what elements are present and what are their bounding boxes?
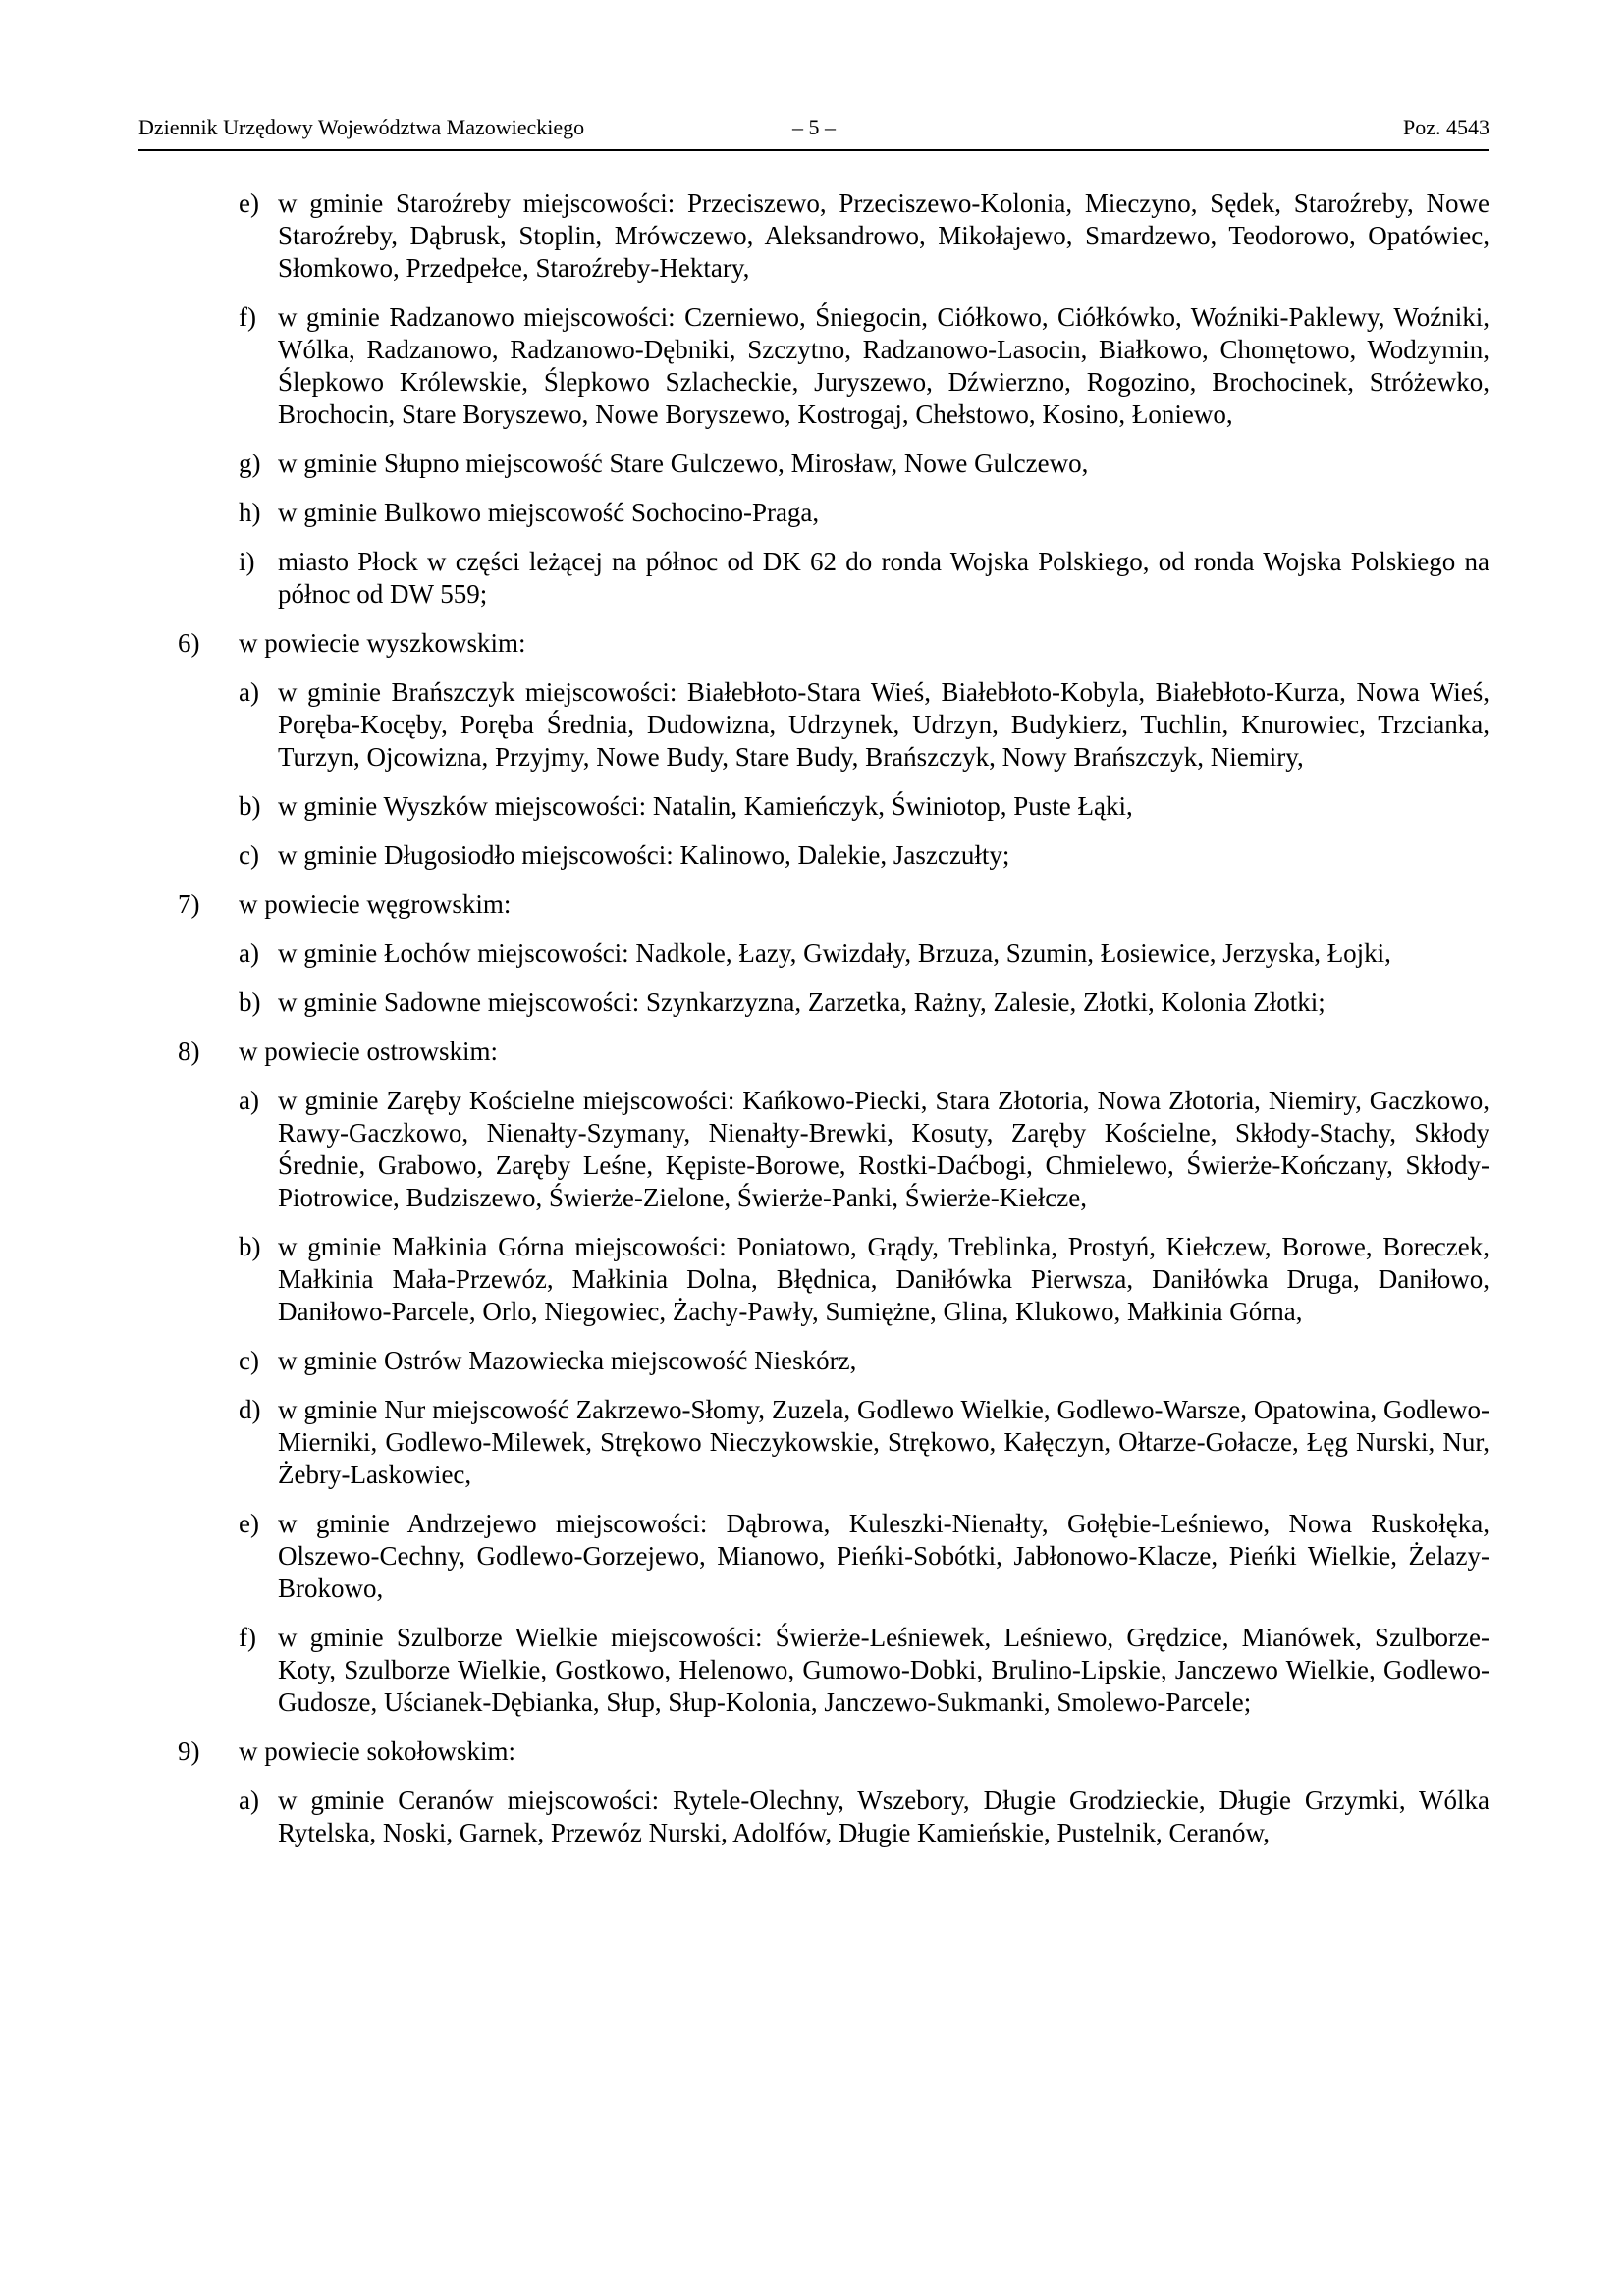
item-label: d): [239, 1395, 261, 1424]
item-text: w gminie Długosiodło miejscowości: Kalinowo, Dalekie, Jaszczułty;: [278, 840, 1010, 870]
item-label: g): [239, 449, 261, 478]
item-label: b): [239, 988, 261, 1017]
journal-title: Dziennik Urzędowy Województwa Mazowieckiego: [138, 115, 585, 139]
item-text: w gminie Słupno miejscowość Stare Gulczewo, Mirosław, Nowe Gulczewo,: [278, 449, 1089, 478]
sub-item: [138, 1785, 1489, 1849]
item-text: w gminie Łochów miejscowości: Nadkole, Łazy, Gwizdały, Brzuza, Szumin, Łosiewice, Jerzyska, Łojki,: [278, 938, 1391, 968]
item-text: w powiecie sokołowskim:: [239, 1736, 515, 1766]
sub-item: [138, 676, 1489, 774]
sub-item: [138, 497, 1489, 529]
item-text: miasto Płock w części leżącej na północ od DK 62 do ronda Wojska Polskiego, od ronda Wojska Polskiego na północ od DW 559;: [278, 547, 1489, 609]
item-label: e): [239, 188, 259, 218]
sub-item: [138, 839, 1489, 872]
sub-item: [138, 187, 1489, 285]
page-number: – 5 –: [792, 115, 836, 139]
sub-item: [138, 937, 1489, 970]
item-text: w gminie Małkinia Górna miejscowości: Poniatowo, Grądy, Treblinka, Prostyń, Kiełczew, Borowe, Boreczek, Małkinia Mała-Przewóz, Małkinia Dolna, Błędnica, Daniłówka Pierwsza, Daniłówka Druga, Daniłowo, Daniłowo-Parcele, Orlo, Niegowiec, Żachy-Pawły, Sumiężne, Glina, Klukowo, Małkinia Górna,: [278, 1232, 1489, 1326]
item-text: w gminie Ceranów miejscowości: Rytele-Olechny, Wszebory, Długie Grodzieckie, Długie Grzymki, Wólka Rytelska, Noski, Garnek, Przewóz Nurski, Adolfów, Długie Kamieńskie, Pustelnik, Ceranów,: [278, 1786, 1489, 1847]
item-label: 7): [178, 889, 200, 919]
item-text: w powiecie ostrowskim:: [239, 1037, 498, 1066]
item-text: w gminie Ostrów Mazowiecka miejscowość Nieskórz,: [278, 1346, 857, 1375]
sub-item: [138, 1345, 1489, 1377]
item-label: i): [239, 547, 255, 576]
sub-item: [138, 1394, 1489, 1491]
position-number: Poz. 4543: [1403, 115, 1489, 139]
item-label: e): [239, 1509, 259, 1538]
sub-item: [138, 790, 1489, 823]
item-label: 6): [178, 628, 200, 658]
item-label: b): [239, 1232, 261, 1261]
item-text: w gminie Sadowne miejscowości: Szynkarzyzna, Zarzetka, Rażny, Zalesie, Złotki, Kolonia Złotki;: [278, 988, 1326, 1017]
sub-item: [138, 987, 1489, 1019]
item-label: f): [239, 302, 256, 332]
sub-item: [138, 1085, 1489, 1214]
item-label: f): [239, 1623, 256, 1652]
item-label: a): [239, 938, 259, 968]
item-text: w gminie Szulborze Wielkie miejscowości: Świerże-Leśniewek, Leśniewo, Grędzice, Mianówek, Szulborze-Koty, Szulborze Wielkie, Gostkowo, Helenowo, Gumowo-Dobki, Brulino-Lipskie, Janczewo Wielkie, Godlewo-Gudosze, Uścianek-Dębianka, Słup, Słup-Kolonia, Janczewo-Sukmanki, Smolewo-Parcele;: [278, 1623, 1489, 1717]
sub-item: [138, 546, 1489, 611]
item-text: w gminie Nur miejscowość Zakrzewo-Słomy, Zuzela, Godlewo Wielkie, Godlewo-Warsze, Opatowina, Godlewo-Mierniki, Godlewo-Milewek, Strękowo Nieczykowskie, Strękowo, Kałęczyn, Ołtarze-Gołacze, Łęg Nurski, Nur, Żebry-Laskowiec,: [278, 1395, 1489, 1489]
item-label: c): [239, 840, 259, 870]
sub-item: [138, 448, 1489, 480]
section-item: [138, 888, 1489, 921]
item-text: w powiecie węgrowskim:: [239, 889, 512, 919]
item-text: w powiecie wyszkowskim:: [239, 628, 526, 658]
sub-item: [138, 1622, 1489, 1719]
item-label: a): [239, 677, 259, 707]
item-label: a): [239, 1786, 259, 1815]
section-item: [138, 627, 1489, 660]
section-item: [138, 1735, 1489, 1768]
item-text: w gminie Staroźreby miejscowości: Przeciszewo, Przeciszewo-Kolonia, Mieczyno, Sędek, Staroźreby, Nowe Staroźreby, Dąbrusk, Stoplin, Mrówczewo, Aleksandrowo, Mikołajewo, Smardzewo, Teodorowo, Opatówiec, Słomkowo, Przedpełce, Staroźreby-Hektary,: [278, 188, 1489, 283]
item-label: c): [239, 1346, 259, 1375]
item-text: w gminie Wyszków miejscowości: Natalin, Kamieńczyk, Świniotop, Puste Łąki,: [278, 791, 1133, 821]
item-text: w gminie Andrzejewo miejscowości: Dąbrowa, Kuleszki-Nienałty, Gołębie-Leśniewo, Nowa Ruskołęka, Olszewo-Cechny, Godlewo-Gorzejewo, Mianowo, Pieńki-Sobótki, Jabłonowo-Klacze, Pieńki Wielkie, Żelazy-Brokowo,: [278, 1509, 1489, 1603]
item-text: w gminie Radzanowo miejscowości: Czerniewo, Śniegocin, Ciółkowo, Ciółkówko, Woźniki-Paklewy, Woźniki, Wólka, Radzanowo, Radzanowo-Dębniki, Szczytno, Radzanowo-Lasocin, Białkowo, Chomętowo, Wodzymin, Ślepkowo Królewskie, Ślepkowo Szlacheckie, Juryszewo, Dźwierzno, Rogozino, Brochocinek, Stróżewko, Brochocin, Stare Boryszewo, Nowe Boryszewo, Kostrogaj, Chełstowo, Kosino, Łoniewo,: [278, 302, 1489, 429]
item-label: 9): [178, 1736, 200, 1766]
item-text: w gminie Brańszczyk miejscowości: Białebłoto-Stara Wieś, Białebłoto-Kobyla, Białebłoto-Kurza, Nowa Wieś, Poręba-Kocęby, Poręba Średnia, Dudowizna, Udrzynek, Udrzyn, Budykierz, Tuchlin, Knurowiec, Trzcianka, Turzyn, Ojcowizna, Przyjmy, Nowe Budy, Stare Budy, Brańszczyk, Nowy Brańszczyk, Niemiry,: [278, 677, 1489, 772]
item-label: 8): [178, 1037, 200, 1066]
page-header: [138, 114, 1489, 151]
section-item: [138, 1036, 1489, 1068]
item-label: h): [239, 498, 261, 527]
item-text: w gminie Bulkowo miejscowość Sochocino-Praga,: [278, 498, 820, 527]
sub-item: [138, 1231, 1489, 1328]
sub-item: [138, 301, 1489, 431]
document-body: [138, 187, 1489, 1866]
item-label: a): [239, 1086, 259, 1115]
sub-item: [138, 1508, 1489, 1605]
item-label: b): [239, 791, 261, 821]
item-text: w gminie Zaręby Kościelne miejscowości: Kańkowo-Piecki, Stara Złotoria, Nowa Złotoria, Niemiry, Gaczkowo, Rawy-Gaczkowo, Nienałty-Szymany, Nienałty-Brewki, Kosuty, Zaręby Kościelne, Skłody-Stachy, Skłody Średnie, Grabowo, Zaręby Leśne, Kępiste-Borowe, Rostki-Daćbogi, Chmielewo, Świerże-Kończany, Skłody-Piotrowice, Budziszewo, Świerże-Zielone, Świerże-Panki, Świerże-Kiełcze,: [278, 1086, 1489, 1212]
